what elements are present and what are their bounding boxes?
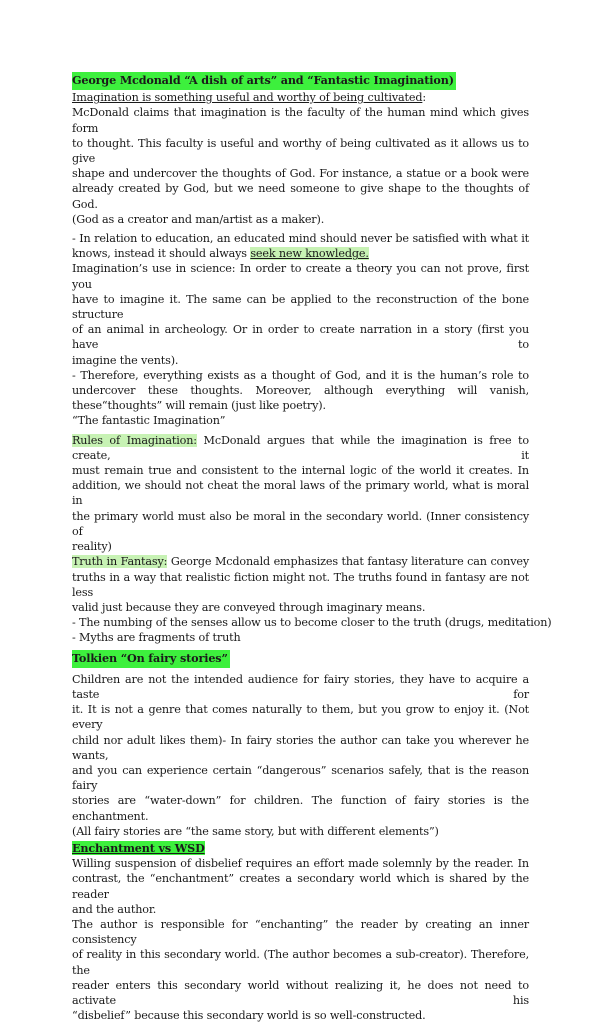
text-line: (God as a creator and man/artist as a maker). xyxy=(72,212,325,226)
section-heading-mcdonald xyxy=(72,72,529,90)
paragraph-science xyxy=(72,261,529,367)
paragraph-fairy-stories xyxy=(72,672,529,839)
subheading-imagination: Imagination is something useful and worthy of being cultivated: xyxy=(72,91,426,105)
text-line: addition, we should not cheat the moral laws of the primary world, what is moral in xyxy=(72,479,529,508)
text-line: truths in a way that realistic fiction might not. The truths found in fantasy are not less xyxy=(72,570,529,599)
text-line: shape and undercover the thoughts of God. For instance, a statue or a book were xyxy=(72,167,529,181)
text-line: - In relation to education, an educated mind should never be satisfied with what it xyxy=(72,232,529,246)
paragraph-truth-in-fantasy xyxy=(72,554,529,615)
paragraph-imagination-faculty xyxy=(72,105,529,227)
section-heading-enchantment xyxy=(72,841,529,856)
text-line: of reality in this secondary world. (The author becomes a sub-creator). Therefore, the xyxy=(72,948,529,977)
text-line: stories are “water-down” for children. The function of fairy stories is the enchantment. xyxy=(72,794,529,823)
text-line: Willing suspension of disbelief requires an effort made solemnly by the reader. In xyxy=(72,857,529,871)
heading-highlight: George Mcdonald “A dish of arts” and “Fantastic Imagination) xyxy=(72,72,456,90)
text-line: contrast, the “enchantment” creates a secondary world which is shared by the reader xyxy=(72,872,529,901)
document-page xyxy=(72,72,552,1023)
text-line: Imagination’s use in science: In order to create a theory you can not prove, first you xyxy=(72,262,529,291)
text-line: Rules of Imagination: McDonald argues that while the imagination is free to create, it xyxy=(72,433,529,462)
text-line: Children are not the intended audience for fairy stories, they have to acquire a taste for xyxy=(72,672,529,701)
text-line: (All fairy stories are “the same story, but with different elements”) xyxy=(72,824,439,838)
section-heading-tolkien xyxy=(72,650,529,668)
text-line: already created by God, but we need someone to give shape to the thoughts of God. xyxy=(72,182,529,211)
text-line: reality) xyxy=(72,540,112,554)
text-line: child nor adult likes them)- In fairy stories the author can take you wherever he wants, xyxy=(72,733,529,762)
text-line: “disbelief” because this secondary world is so well-constructed. xyxy=(72,1009,426,1023)
paragraph-education xyxy=(72,231,529,261)
text-line: have to imagine it. The same can be applied to the reconstruction of the bone structure xyxy=(72,292,529,322)
text-line: undercover these thoughts. Moreover, although everything will vanish, xyxy=(72,384,529,398)
label-highlight: Rules of Imagination: xyxy=(72,433,197,447)
bullet-myths: - Myths are fragments of truth xyxy=(72,631,241,645)
quote-title: “The fantastic Imagination” xyxy=(72,414,226,428)
text-line: valid just because they are conveyed through imaginary means. xyxy=(72,600,426,614)
text-line: must remain true and consistent to the internal logic of the world it creates. In xyxy=(72,464,529,478)
highlighted-phrase: seek new knowledge. xyxy=(250,247,369,261)
bullet-numbing-senses: - The numbing of the senses allow us to become closer to the truth (drugs, meditation) xyxy=(72,616,552,630)
paragraph-rules-of-imagination xyxy=(72,433,529,555)
text-line: McDonald claims that imagination is the faculty of the human mind which gives form xyxy=(72,106,529,135)
text-line: The author is responsible for “enchanting” the reader by creating an inner consistency xyxy=(72,917,529,947)
heading-highlight: Tolkien “On fairy stories” xyxy=(72,650,230,668)
text-line: - Therefore, everything exists as a thought of God, and it is the human’s role to xyxy=(72,368,529,382)
text-line: it. It is not a genre that comes naturally to them, but you grow to enjoy it. (Not every xyxy=(72,703,529,732)
heading-highlight: Enchantment vs WSD xyxy=(72,840,205,855)
text-line: of an animal in archeology. Or in order to create narration in a story (first you have to xyxy=(72,323,529,352)
text-line: and you can experience certain “dangerous” scenarios safely, that is the reason fairy xyxy=(72,763,529,793)
paragraph-wsd xyxy=(72,856,529,917)
text-line: these“thoughts” will remain (just like poetry). xyxy=(72,399,326,413)
paragraph-author-enchanting xyxy=(72,917,529,1023)
text-line: reader enters this secondary world without realizing it, he does not need to activate his xyxy=(72,978,529,1007)
paragraph-thought-of-god xyxy=(72,368,529,414)
text-line: imagine the vents). xyxy=(72,353,179,367)
text-line: and the author. xyxy=(72,902,157,916)
text-line: the primary world must also be moral in the secondary world. (Inner consistency of xyxy=(72,509,529,538)
label-highlight: Truth in Fantasy: xyxy=(72,555,168,569)
text-line: to thought. This faculty is useful and worthy of being cultivated as it allows us to give xyxy=(72,136,529,166)
text-line: knows, instead it should always seek new knowledge. xyxy=(72,247,369,261)
text-line: Truth in Fantasy: George Mcdonald emphasizes that fantasy literature can convey xyxy=(72,555,530,569)
